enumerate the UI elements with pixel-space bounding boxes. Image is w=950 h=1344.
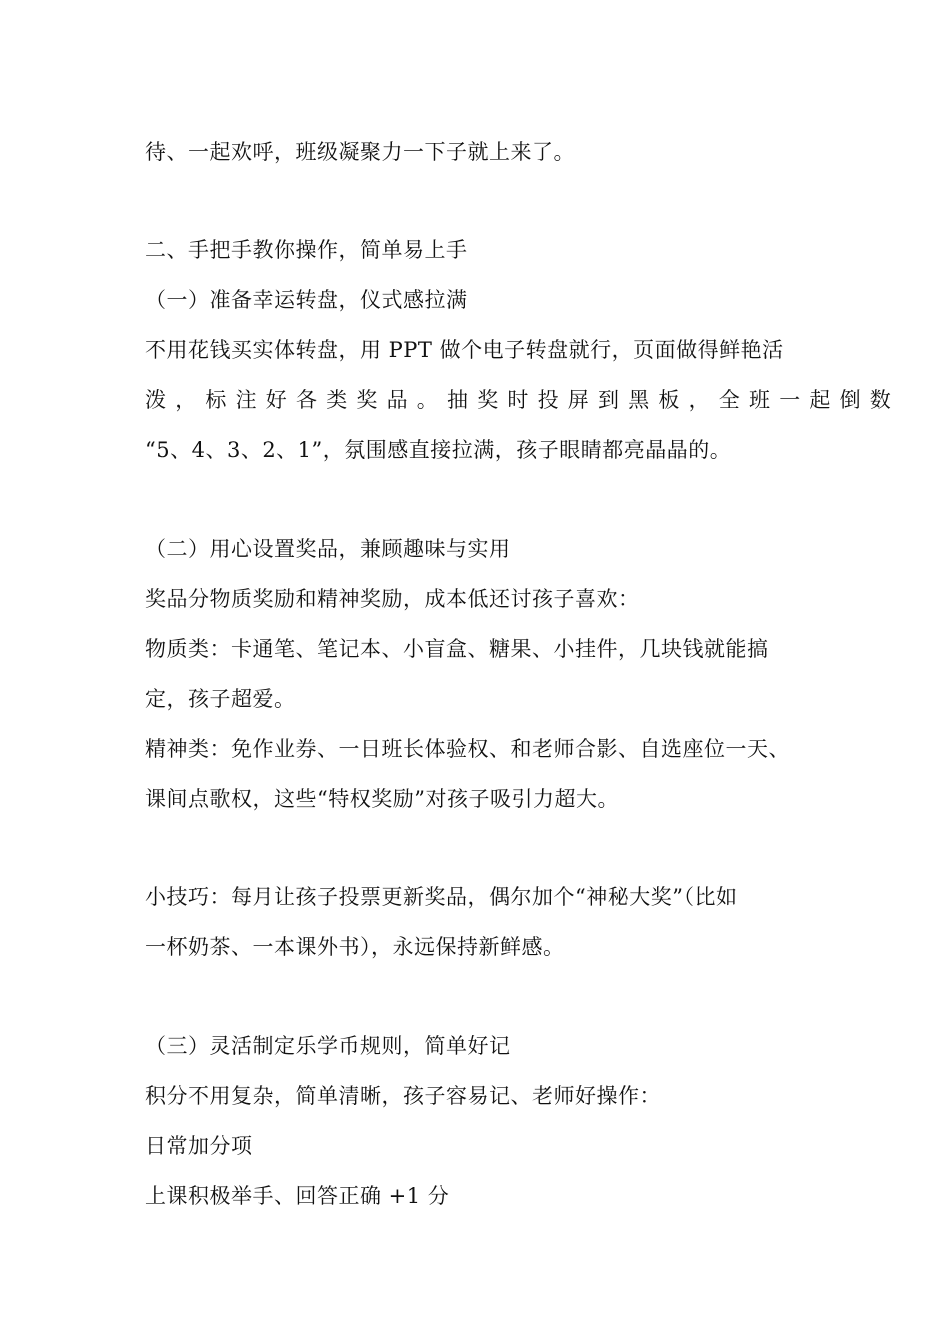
paragraph-line: 定，孩子超爱。	[145, 687, 296, 711]
paragraph-line: 课间点歌权，这些“特权奖励”对孩子吸引力超大。	[145, 787, 619, 811]
paragraph-line: 奖品分物质奖励和精神奖励，成本低还讨孩子喜欢：	[145, 587, 640, 611]
list-heading: 日常加分项	[145, 1134, 253, 1158]
paragraph-line: 积分不用复杂，简单清晰，孩子容易记、老师好操作：	[145, 1084, 661, 1108]
paragraph-line: 精神类：免作业券、一日班长体验权、和老师合影、自选座位一天、	[145, 737, 790, 761]
paragraph-line: 不用花钱买实体转盘，用 PPT 做个电子转盘就行，页面做得鲜艳活	[145, 338, 784, 362]
paragraph-line: 泼，标注好各类奖品。抽奖时投屏到黑板，全班一起倒数	[145, 388, 900, 412]
paragraph-line: 待、一起欢呼，班级凝聚力一下子就上来了。	[145, 140, 575, 164]
paragraph-line: 物质类：卡通笔、笔记本、小盲盒、糖果、小挂件，几块钱就能搞	[145, 637, 769, 661]
subsection-heading: （三）灵活制定乐学币规则，简单好记	[145, 1034, 511, 1058]
section-heading: 二、手把手教你操作，简单易上手	[145, 238, 468, 262]
paragraph-line: “5、4、3、2、1”，氛围感直接拉满，孩子眼睛都亮晶晶的。	[145, 438, 732, 462]
subsection-heading: （二）用心设置奖品，兼顾趣味与实用	[145, 537, 511, 561]
tip-line: 一杯奶茶、一本课外书），永远保持新鲜感。	[145, 935, 565, 959]
list-item: 上课积极举手、回答正确 +1 分	[145, 1184, 450, 1208]
tip-line: 小技巧：每月让孩子投票更新奖品，偶尔加个“神秘大奖”（比如	[145, 885, 738, 909]
subsection-heading: （一）准备幸运转盘，仪式感拉满	[145, 288, 468, 312]
